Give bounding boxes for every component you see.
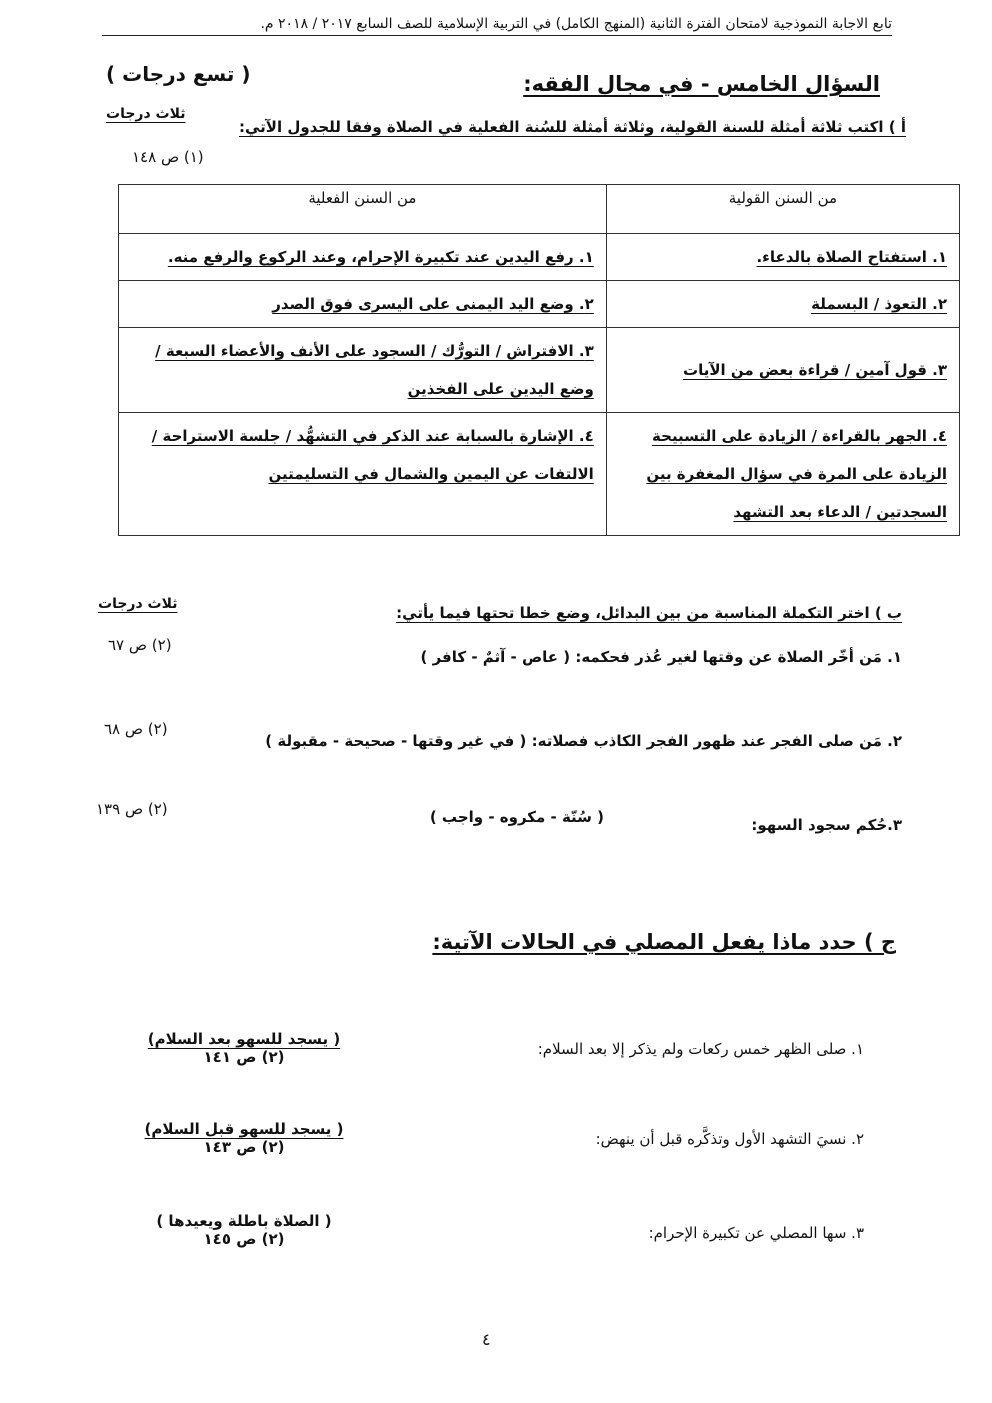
cell-filia-4: ٤. الإشارة بالسبابة عند الذكر في التشهُّد / جلسة الاستراحة / الالتفات عن اليمين والشمال في التسليمتين bbox=[119, 413, 607, 536]
part-c-title: ج ) حدد ماذا يفعل المصلي في الحالات الآتية: bbox=[432, 930, 896, 954]
sunan-table bbox=[118, 184, 960, 536]
part-c-answer-ref: (٢) ص ١٤١ bbox=[203, 1048, 285, 1066]
part-c-answer-text: ( يسجد للسهو قبل السلام) bbox=[144, 1120, 344, 1138]
cell-qawlia-1: ١. استفتاح الصلاة بالدعاء. bbox=[606, 234, 959, 281]
part-c-answer-text: ( يسجد للسهو بعد السلام) bbox=[147, 1030, 341, 1048]
part-b-grade: ثلاث درجات bbox=[98, 596, 178, 612]
cell-qawlia-4: ٤. الجهر بالقراءة / الزيادة على التسبيحة الزيادة على المرة في سؤال المغفرة بين السجدتين / الدعاء بعد التشهد bbox=[606, 413, 959, 536]
part-b-item-3: ٣.حُكم سجود السهو: bbox=[751, 816, 902, 834]
part-a-instruction: أ ) اكتب ثلاثة أمثلة للسنة القولية، وثلاثة أمثلة للسُنة الفعلية في الصلاة وفقا للجدول الآتي: bbox=[238, 118, 906, 136]
part-c-answer-ref: (٢) ص ١٤٣ bbox=[203, 1138, 285, 1156]
part-c-item-1-answer bbox=[124, 1030, 364, 1066]
table-row bbox=[119, 413, 960, 536]
part-a-reference: (١) ص ١٤٨ bbox=[132, 148, 204, 166]
part-b-instruction: ب ) اختر التكملة المناسبة من بين البدائل، وضع خطا تحتها فيما يأتي: bbox=[396, 604, 902, 622]
question-5-title: السؤال الخامس - في مجال الفقه: bbox=[523, 72, 880, 96]
part-c-item-2-answer bbox=[124, 1120, 364, 1156]
part-b-item-2-ref: (٢) ص ٦٨ bbox=[104, 720, 168, 738]
header-qawlia: من السنن القولية bbox=[606, 185, 959, 234]
part-b-item-1: ١. مَن أخّر الصلاة عن وقتها لغير عُذر فحكمه: ( عاص - آثمٌ - كافر ) bbox=[420, 648, 902, 666]
part-c-item-2: ٢. نسيَ التشهد الأول وتذكَّره قبل أن ينهض: bbox=[595, 1130, 864, 1148]
cell-filia-3: ٣. الافتراش / التورُّك / السجود على الأنف والأعضاء السبعة / وضع اليدين على الفخذين bbox=[119, 328, 607, 413]
cell-qawlia-2: ٢. التعوذ / البسملة bbox=[606, 281, 959, 328]
table-row bbox=[119, 328, 960, 413]
table-header-row bbox=[119, 185, 960, 234]
part-b-item-1-ref: (٢) ص ٦٧ bbox=[108, 636, 172, 654]
question-5-grade: ( تسع درجات ) bbox=[106, 62, 251, 86]
cell-filia-1: ١. رفع اليدين عند تكبيرة الإحرام، وعند الركوع والرفع منه. bbox=[119, 234, 607, 281]
part-c-answer-ref: (٢) ص ١٤٥ bbox=[203, 1230, 285, 1248]
part-c-item-3-answer bbox=[124, 1212, 364, 1248]
part-c-item-3: ٣. سها المصلي عن تكبيرة الإحرام: bbox=[648, 1224, 864, 1242]
exam-header: تابع الاجابة النموذجية لامتحان الفترة الثانية (المنهج الكامل) في التربية الإسلامية للصف السابع ٢٠١٧ / ٢٠١٨ م. bbox=[102, 16, 892, 36]
cell-filia-2: ٢. وضع اليد اليمنى على اليسرى فوق الصدر bbox=[119, 281, 607, 328]
page-number: ٤ bbox=[482, 1330, 491, 1349]
part-a-grade: ثلاث درجات bbox=[106, 106, 186, 122]
header-filia: من السنن الفعلية bbox=[119, 185, 607, 234]
part-c-answer-text: ( الصلاة باطلة ويعيدها ) bbox=[156, 1212, 332, 1230]
part-b-item-3-ref: (٢) ص ١٣٩ bbox=[96, 800, 168, 818]
part-c-item-1: ١. صلى الظهر خمس ركعات ولم يذكر إلا بعد السلام: bbox=[537, 1040, 864, 1058]
table-row bbox=[119, 281, 960, 328]
cell-qawlia-3: ٣. قول آمين / قراءة بعض من الآيات bbox=[606, 328, 959, 413]
table-row bbox=[119, 234, 960, 281]
part-b-item-3-options: ( سُنّة - مكروه - واجب ) bbox=[429, 808, 604, 826]
part-b-item-2: ٢. مَن صلى الفجر عند ظهور الفجر الكاذب فصلاته: ( في غير وقتها - صحيحة - مقبولة ) bbox=[265, 732, 902, 750]
